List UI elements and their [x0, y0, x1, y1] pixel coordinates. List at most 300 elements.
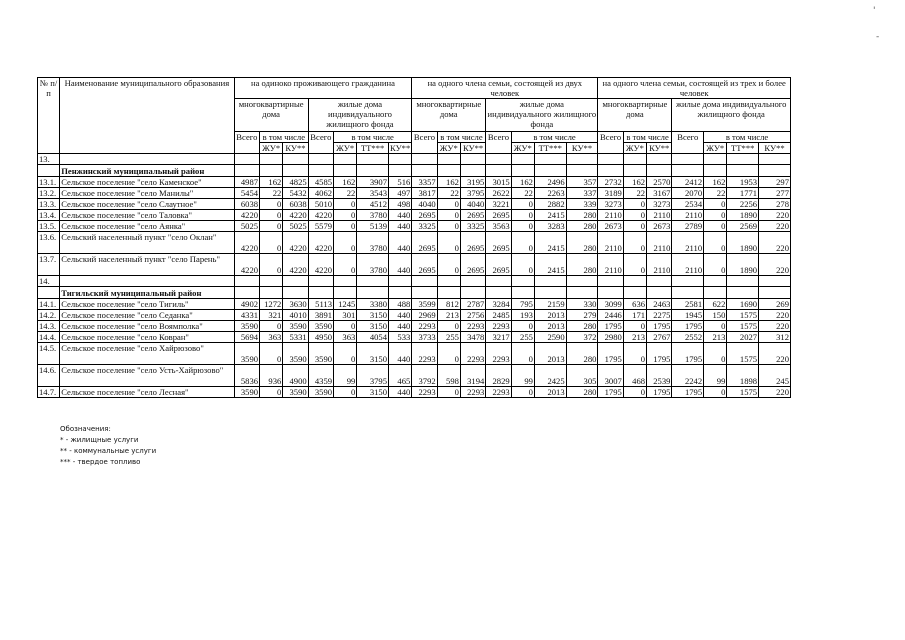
empty-cell	[234, 276, 259, 287]
value-cell: 3563	[486, 221, 511, 232]
empty-cell	[283, 165, 308, 177]
value-cell: 5579	[308, 221, 333, 232]
value-cell: 440	[389, 210, 412, 221]
value-cell: 278	[759, 199, 791, 210]
value-cell: 4040	[460, 199, 485, 210]
header-tt: ТТ***	[357, 143, 389, 154]
empty-cell	[308, 154, 333, 165]
row-name: Сельский населенный пункт "село Оклан"	[60, 232, 234, 254]
section-number: 13.	[38, 154, 60, 165]
value-cell: 162	[437, 177, 460, 188]
value-cell: 1795	[672, 387, 704, 398]
value-cell: 2485	[486, 310, 511, 321]
empty-cell	[534, 276, 566, 287]
value-cell: 0	[511, 232, 534, 254]
section-title: Тигильский муниципальный район	[60, 287, 234, 299]
empty-cell	[357, 154, 389, 165]
value-cell: 1795	[647, 387, 672, 398]
empty-cell	[38, 287, 60, 299]
value-cell: 795	[511, 299, 534, 310]
header-tt: ТТ***	[534, 143, 566, 154]
value-cell: 3792	[412, 365, 437, 387]
value-cell: 0	[437, 199, 460, 210]
empty-cell	[412, 165, 437, 177]
empty-cell	[412, 154, 437, 165]
value-cell: 2263	[534, 188, 566, 199]
value-cell: 3150	[357, 321, 389, 332]
value-cell: 0	[511, 210, 534, 221]
value-cell: 2829	[486, 365, 511, 387]
value-cell: 6038	[234, 199, 259, 210]
cost-table	[37, 77, 791, 398]
value-cell: 1898	[727, 365, 759, 387]
value-cell: 4825	[283, 177, 308, 188]
value-cell: 280	[566, 210, 598, 221]
value-cell: 3283	[534, 221, 566, 232]
value-cell: 0	[511, 343, 534, 365]
value-cell: 220	[759, 210, 791, 221]
value-cell: 363	[334, 332, 357, 343]
value-cell: 3543	[357, 188, 389, 199]
value-cell: 5113	[308, 299, 333, 310]
value-cell: 2415	[534, 232, 566, 254]
value-cell: 3273	[598, 199, 623, 210]
value-cell: 1245	[334, 299, 357, 310]
table-row	[38, 254, 791, 276]
header-zhu: ЖУ*	[437, 143, 460, 154]
table-row	[38, 210, 791, 221]
value-cell: 0	[334, 387, 357, 398]
header-ku: КУ**	[460, 143, 485, 154]
value-cell: 4359	[308, 365, 333, 387]
note-ku: ** - коммунальные услуги	[60, 447, 157, 455]
empty-cell	[260, 287, 283, 299]
row-number: 13.6.	[38, 232, 60, 254]
value-cell: 2695	[460, 254, 485, 276]
value-cell: 279	[566, 310, 598, 321]
value-cell: 1575	[727, 321, 759, 332]
value-cell: 0	[437, 210, 460, 221]
value-cell: 2695	[460, 232, 485, 254]
value-cell: 2969	[412, 310, 437, 321]
value-cell: 2767	[647, 332, 672, 343]
section-title-row	[38, 165, 791, 177]
header-mkd: многоквартирные дома	[234, 99, 308, 132]
value-cell: 1795	[672, 321, 704, 332]
value-cell: 2581	[672, 299, 704, 310]
value-cell: 440	[389, 387, 412, 398]
value-cell: 2673	[647, 221, 672, 232]
empty-cell	[647, 276, 672, 287]
value-cell: 22	[334, 188, 357, 199]
value-cell: 3590	[308, 387, 333, 398]
value-cell: 4054	[357, 332, 389, 343]
empty-cell	[260, 154, 283, 165]
value-cell: 440	[389, 232, 412, 254]
value-cell: 2110	[598, 210, 623, 221]
value-cell: 1795	[598, 387, 623, 398]
header-mkd: многоквартирные дома	[412, 99, 486, 132]
value-cell: 22	[437, 188, 460, 199]
empty-cell	[308, 287, 333, 299]
value-cell: 2275	[647, 310, 672, 321]
value-cell: 321	[260, 310, 283, 321]
value-cell: 5010	[308, 199, 333, 210]
value-cell: 2013	[534, 387, 566, 398]
empty-cell	[759, 154, 791, 165]
header-incl: в том числе	[511, 132, 598, 143]
value-cell: 2110	[647, 254, 672, 276]
empty-cell	[534, 287, 566, 299]
value-cell: 4010	[283, 310, 308, 321]
value-cell: 2496	[534, 177, 566, 188]
empty-cell	[437, 276, 460, 287]
header-zhu: ЖУ*	[260, 143, 283, 154]
section-title-row	[38, 287, 791, 299]
value-cell: 0	[437, 232, 460, 254]
value-cell: 2787	[460, 299, 485, 310]
value-cell: 2293	[486, 343, 511, 365]
value-cell: 5331	[283, 332, 308, 343]
value-cell: 162	[623, 177, 646, 188]
value-cell: 0	[623, 210, 646, 221]
row-number: 13.1.	[38, 177, 60, 188]
value-cell: 3150	[357, 387, 389, 398]
value-cell: 3194	[460, 365, 485, 387]
value-cell: 280	[566, 321, 598, 332]
value-cell: 2293	[460, 343, 485, 365]
value-cell: 0	[511, 199, 534, 210]
value-cell: 2695	[412, 210, 437, 221]
value-cell: 4220	[308, 232, 333, 254]
value-cell: 1272	[260, 299, 283, 310]
value-cell: 2013	[534, 310, 566, 321]
value-cell: 297	[759, 177, 791, 188]
value-cell: 0	[260, 254, 283, 276]
value-cell: 6038	[283, 199, 308, 210]
header-ku: КУ**	[283, 143, 308, 154]
empty-cell	[566, 165, 598, 177]
value-cell: 1890	[727, 232, 759, 254]
value-cell: 0	[334, 199, 357, 210]
value-cell: 0	[334, 221, 357, 232]
value-cell: 2415	[534, 210, 566, 221]
empty-cell	[672, 154, 704, 165]
note-tt: *** - твердое топливо	[60, 458, 141, 466]
section-number-row	[38, 276, 791, 287]
value-cell: 2539	[647, 365, 672, 387]
value-cell: 4220	[234, 210, 259, 221]
value-cell: 0	[704, 321, 727, 332]
page-mark-side: -	[876, 32, 880, 42]
empty-cell	[511, 276, 534, 287]
value-cell: 3167	[647, 188, 672, 199]
value-cell: 363	[260, 332, 283, 343]
value-cell: 440	[389, 221, 412, 232]
value-cell: 162	[511, 177, 534, 188]
value-cell: 1795	[598, 343, 623, 365]
value-cell: 0	[704, 343, 727, 365]
empty-cell	[598, 154, 623, 165]
value-cell: 255	[511, 332, 534, 343]
header-izhs: жилые дома индивидуального жилищного фонда	[672, 99, 791, 132]
row-name: Сельское поселение "село Слаутное"	[60, 199, 234, 210]
empty-cell	[534, 165, 566, 177]
row-number: 13.5.	[38, 221, 60, 232]
row-name: Сельское поселение "село Хайрюзово"	[60, 343, 234, 365]
value-cell: 0	[704, 254, 727, 276]
empty-cell	[704, 154, 727, 165]
value-cell: 516	[389, 177, 412, 188]
section-number-row	[38, 154, 791, 165]
note-zhu: * - жилищные услуги	[60, 436, 139, 444]
empty-cell	[234, 154, 259, 165]
value-cell: 2159	[534, 299, 566, 310]
value-cell: 4950	[308, 332, 333, 343]
value-cell: 0	[623, 343, 646, 365]
value-cell: 0	[437, 221, 460, 232]
value-cell: 2446	[598, 310, 623, 321]
value-cell: 1890	[727, 254, 759, 276]
value-cell: 3780	[357, 254, 389, 276]
value-cell: 0	[260, 199, 283, 210]
header-zhu: ЖУ*	[511, 143, 534, 154]
value-cell: 4220	[283, 210, 308, 221]
empty-cell	[283, 154, 308, 165]
empty-cell	[647, 287, 672, 299]
value-cell: 2415	[534, 254, 566, 276]
table-row	[38, 177, 791, 188]
value-cell: 1690	[727, 299, 759, 310]
value-cell: 0	[334, 232, 357, 254]
empty-cell	[598, 287, 623, 299]
value-cell: 3590	[283, 343, 308, 365]
value-cell: 213	[623, 332, 646, 343]
value-cell: 213	[437, 310, 460, 321]
empty-cell	[486, 165, 511, 177]
value-cell: 3817	[412, 188, 437, 199]
value-cell: 3217	[486, 332, 511, 343]
value-cell: 497	[389, 188, 412, 199]
value-cell: 2534	[672, 199, 704, 210]
notes	[60, 424, 156, 468]
value-cell: 3907	[357, 177, 389, 188]
row-number: 14.1.	[38, 299, 60, 310]
row-number: 14.2.	[38, 310, 60, 321]
empty-cell	[672, 276, 704, 287]
table-row	[38, 365, 791, 387]
value-cell: 2695	[412, 232, 437, 254]
row-number: 14.3.	[38, 321, 60, 332]
row-name: Сельское поселение "село Тигиль"	[60, 299, 234, 310]
value-cell: 357	[566, 177, 598, 188]
empty-cell	[357, 276, 389, 287]
header-izhs: жилые дома индивидуального жилищного фонда	[486, 99, 598, 132]
value-cell: 3284	[486, 299, 511, 310]
value-cell: 2110	[598, 254, 623, 276]
value-cell: 936	[260, 365, 283, 387]
value-cell: 2412	[672, 177, 704, 188]
value-cell: 330	[566, 299, 598, 310]
value-cell: 2027	[727, 332, 759, 343]
header-group-two: на одного члена семьи, состоящей из двух человек	[412, 78, 598, 99]
header-ku: КУ**	[647, 143, 672, 154]
value-cell: 2569	[727, 221, 759, 232]
value-cell: 2293	[412, 343, 437, 365]
value-cell: 3150	[357, 343, 389, 365]
empty-cell	[598, 165, 623, 177]
table-body	[38, 78, 791, 398]
value-cell: 2256	[727, 199, 759, 210]
value-cell: 2980	[598, 332, 623, 343]
table-row	[38, 199, 791, 210]
value-cell: 4220	[308, 210, 333, 221]
value-cell: 2242	[672, 365, 704, 387]
value-cell: 280	[566, 343, 598, 365]
value-cell: 0	[437, 254, 460, 276]
value-cell: 1945	[672, 310, 704, 321]
value-cell: 0	[334, 321, 357, 332]
value-cell: 0	[260, 232, 283, 254]
value-cell: 4585	[308, 177, 333, 188]
value-cell: 2293	[460, 387, 485, 398]
table-row	[38, 321, 791, 332]
header-incl: в том числе	[437, 132, 486, 143]
empty-cell	[486, 287, 511, 299]
header-total: Всего	[234, 132, 259, 154]
value-cell: 4220	[308, 254, 333, 276]
value-cell: 337	[566, 188, 598, 199]
row-number: 14.5.	[38, 343, 60, 365]
value-cell: 5432	[283, 188, 308, 199]
table-row	[38, 188, 791, 199]
value-cell: 193	[511, 310, 534, 321]
header-zhu: ЖУ*	[704, 143, 727, 154]
value-cell: 269	[759, 299, 791, 310]
value-cell: 3590	[234, 343, 259, 365]
header-num: № п/п	[38, 78, 60, 154]
value-cell: 0	[704, 210, 727, 221]
value-cell: 2463	[647, 299, 672, 310]
value-cell: 3325	[412, 221, 437, 232]
value-cell: 220	[759, 343, 791, 365]
value-cell: 440	[389, 254, 412, 276]
value-cell: 2110	[672, 232, 704, 254]
value-cell: 3599	[412, 299, 437, 310]
empty-cell	[727, 165, 759, 177]
empty-cell	[412, 287, 437, 299]
empty-cell	[759, 276, 791, 287]
page-mark-top: '	[873, 6, 876, 16]
header-group-single: на одиноко проживающего гражданина	[234, 78, 412, 99]
value-cell: 3189	[598, 188, 623, 199]
value-cell: 0	[623, 321, 646, 332]
row-name: Сельское поселение "село Усть-Хайрюзово"	[60, 365, 234, 387]
value-cell: 2110	[647, 210, 672, 221]
value-cell: 0	[623, 221, 646, 232]
value-cell: 22	[623, 188, 646, 199]
row-name: Сельское поселение "село Манилы"	[60, 188, 234, 199]
value-cell: 2110	[598, 232, 623, 254]
value-cell: 0	[511, 254, 534, 276]
empty-cell	[598, 276, 623, 287]
header-tt: ТТ***	[727, 143, 759, 154]
value-cell: 2695	[460, 210, 485, 221]
value-cell: 598	[437, 365, 460, 387]
value-cell: 99	[704, 365, 727, 387]
value-cell: 440	[389, 321, 412, 332]
empty-cell	[727, 287, 759, 299]
value-cell: 2590	[534, 332, 566, 343]
value-cell: 0	[623, 387, 646, 398]
row-name: Сельское поселение "село Ковран"	[60, 332, 234, 343]
value-cell: 2882	[534, 199, 566, 210]
empty-cell	[566, 276, 598, 287]
empty-cell	[759, 287, 791, 299]
empty-cell	[389, 165, 412, 177]
empty-cell	[460, 287, 485, 299]
value-cell: 0	[704, 221, 727, 232]
value-cell: 3099	[598, 299, 623, 310]
value-cell: 1795	[598, 321, 623, 332]
value-cell: 1795	[672, 343, 704, 365]
value-cell: 0	[704, 387, 727, 398]
value-cell: 4220	[283, 254, 308, 276]
empty-cell	[647, 154, 672, 165]
header-total: Всего	[672, 132, 704, 154]
value-cell: 3590	[234, 321, 259, 332]
value-cell: 99	[511, 365, 534, 387]
value-cell: 4040	[412, 199, 437, 210]
empty-cell	[260, 165, 283, 177]
value-cell: 5139	[357, 221, 389, 232]
empty-cell	[511, 165, 534, 177]
empty-cell	[389, 154, 412, 165]
row-number: 14.6.	[38, 365, 60, 387]
value-cell: 280	[566, 254, 598, 276]
table-row	[38, 310, 791, 321]
section-spacer	[60, 276, 234, 287]
value-cell: 2293	[460, 321, 485, 332]
value-cell: 162	[334, 177, 357, 188]
empty-cell	[647, 165, 672, 177]
empty-cell	[260, 276, 283, 287]
empty-cell	[283, 276, 308, 287]
value-cell: 171	[623, 310, 646, 321]
value-cell: 2552	[672, 332, 704, 343]
header-group-three: на одного члена семьи, состоящей из трех и более человек	[598, 78, 791, 99]
value-cell: 3630	[283, 299, 308, 310]
empty-cell	[308, 276, 333, 287]
value-cell: 1953	[727, 177, 759, 188]
empty-cell	[334, 287, 357, 299]
value-cell: 3221	[486, 199, 511, 210]
value-cell: 0	[260, 210, 283, 221]
empty-cell	[334, 165, 357, 177]
header-ku: КУ**	[566, 143, 598, 154]
value-cell: 372	[566, 332, 598, 343]
empty-cell	[511, 287, 534, 299]
row-number: 13.3.	[38, 199, 60, 210]
value-cell: 0	[704, 232, 727, 254]
empty-cell	[534, 154, 566, 165]
empty-cell	[511, 154, 534, 165]
header-incl: в том числе	[623, 132, 672, 143]
value-cell: 2732	[598, 177, 623, 188]
empty-cell	[672, 165, 704, 177]
row-name: Сельское поселение "село Воямполка"	[60, 321, 234, 332]
value-cell: 3150	[357, 310, 389, 321]
